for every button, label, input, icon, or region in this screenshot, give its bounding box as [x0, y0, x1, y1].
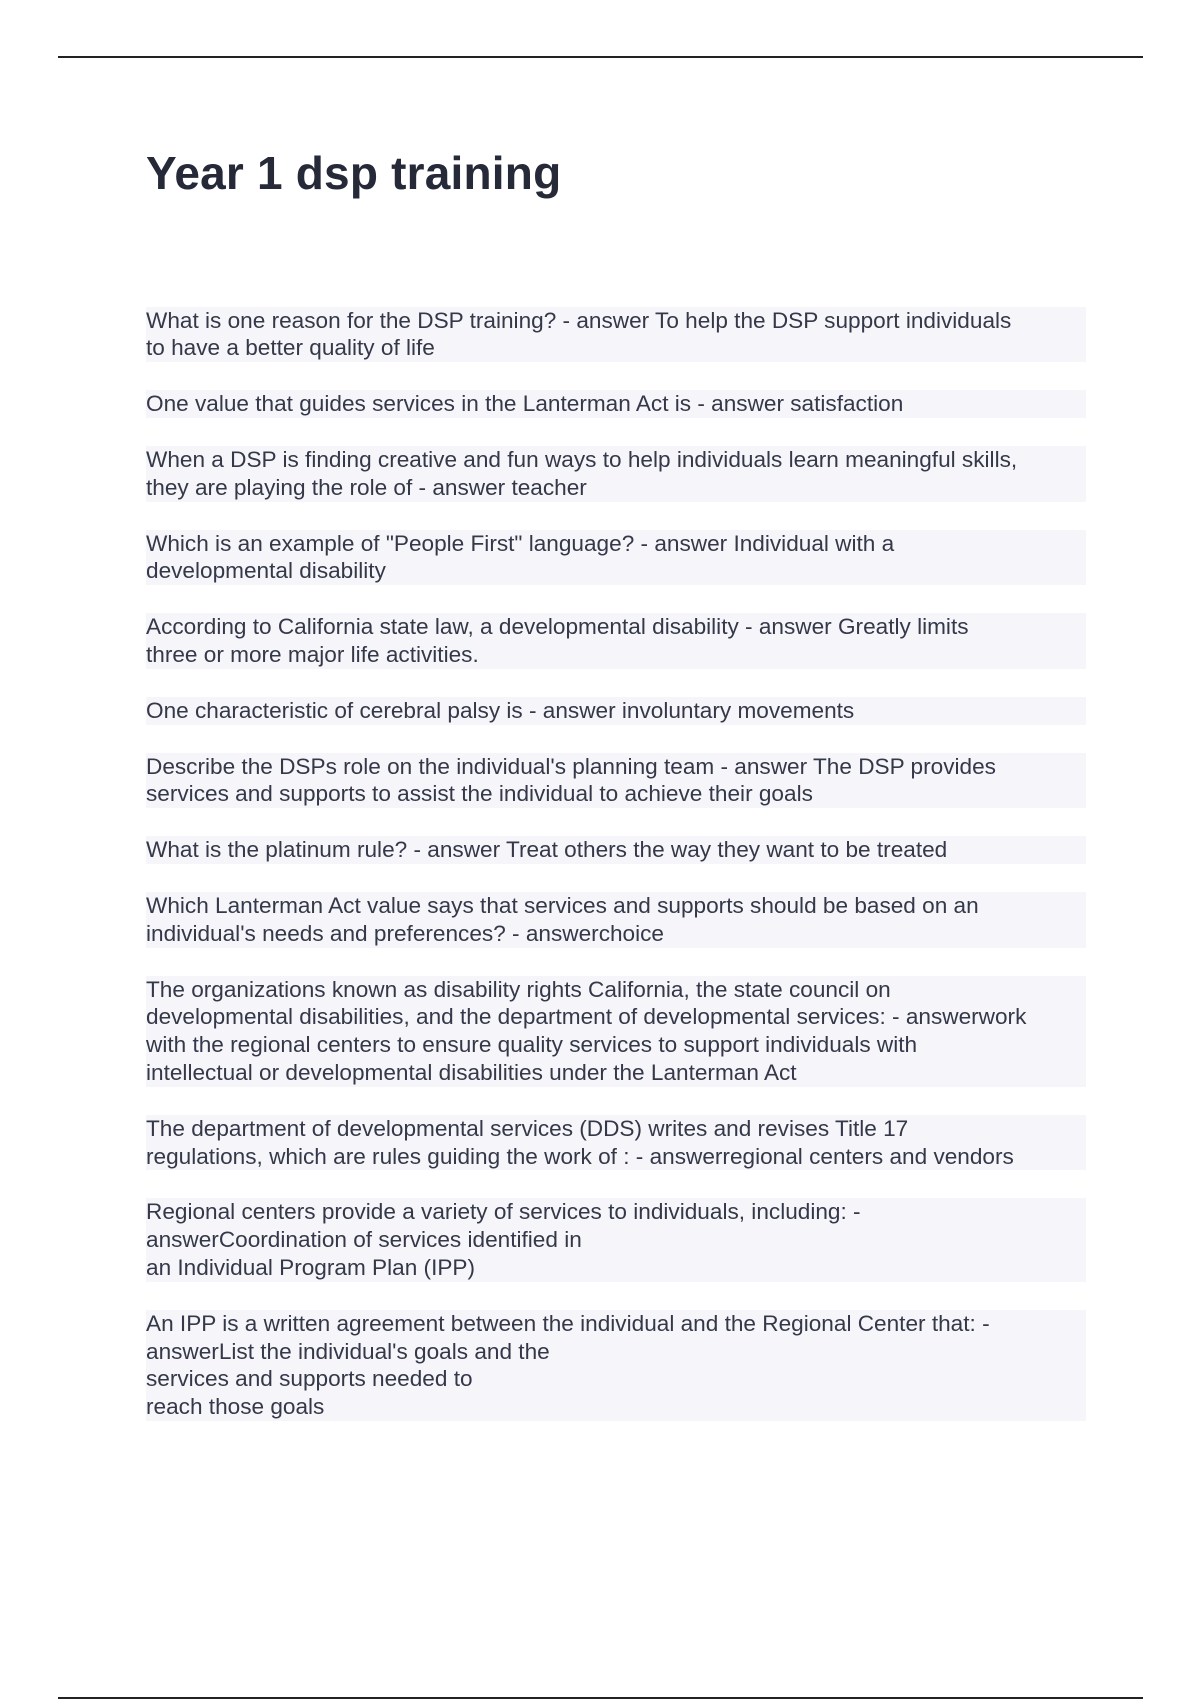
qa-item: One characteristic of cerebral palsy is - answer involuntary movements — [146, 697, 1086, 725]
top-rule — [58, 56, 1143, 58]
qa-item: The organizations known as disability rights California, the state council on developmental disabilities, and the department of developmental services: - answerwork with the regional centers to ensure quality services to support individuals with intellectual or developmental disabilities under the Lanterman Act — [146, 976, 1086, 1087]
qa-item: The department of developmental services (DDS) writes and revises Title 17 regulations, which are rules guiding the work of : - answerregional centers and vendors — [146, 1115, 1086, 1171]
qa-item: An IPP is a written agreement between the individual and the Regional Center that: - answerList the individual's goals and the services and supports needed to reach those goals — [146, 1310, 1086, 1421]
qa-list — [146, 284, 1086, 1449]
qa-item: Which is an example of "People First" language? - answer Individual with a developmental disability — [146, 530, 1086, 586]
qa-item: Regional centers provide a variety of services to individuals, including: - answerCoordination of services identified in an Individual Program Plan (IPP) — [146, 1198, 1086, 1281]
qa-item: Which Lanterman Act value says that services and supports should be based on an individual's needs and preferences? - answerchoice — [146, 892, 1086, 948]
document-title: Year 1 dsp training — [146, 147, 562, 199]
bottom-rule — [58, 1697, 1143, 1699]
qa-item: What is the platinum rule? - answer Treat others the way they want to be treated — [146, 836, 1086, 864]
qa-item: According to California state law, a developmental disability - answer Greatly limits three or more major life activities. — [146, 613, 1086, 669]
qa-item: One value that guides services in the Lanterman Act is - answer satisfaction — [146, 390, 1086, 418]
qa-item: When a DSP is finding creative and fun ways to help individuals learn meaningful skills, they are playing the role of - answer teacher — [146, 446, 1086, 502]
qa-item: Describe the DSPs role on the individual's planning team - answer The DSP provides services and supports to assist the individual to achieve their goals — [146, 753, 1086, 809]
qa-item: What is one reason for the DSP training? - answer To help the DSP support individuals to have a better quality of life — [146, 307, 1086, 363]
